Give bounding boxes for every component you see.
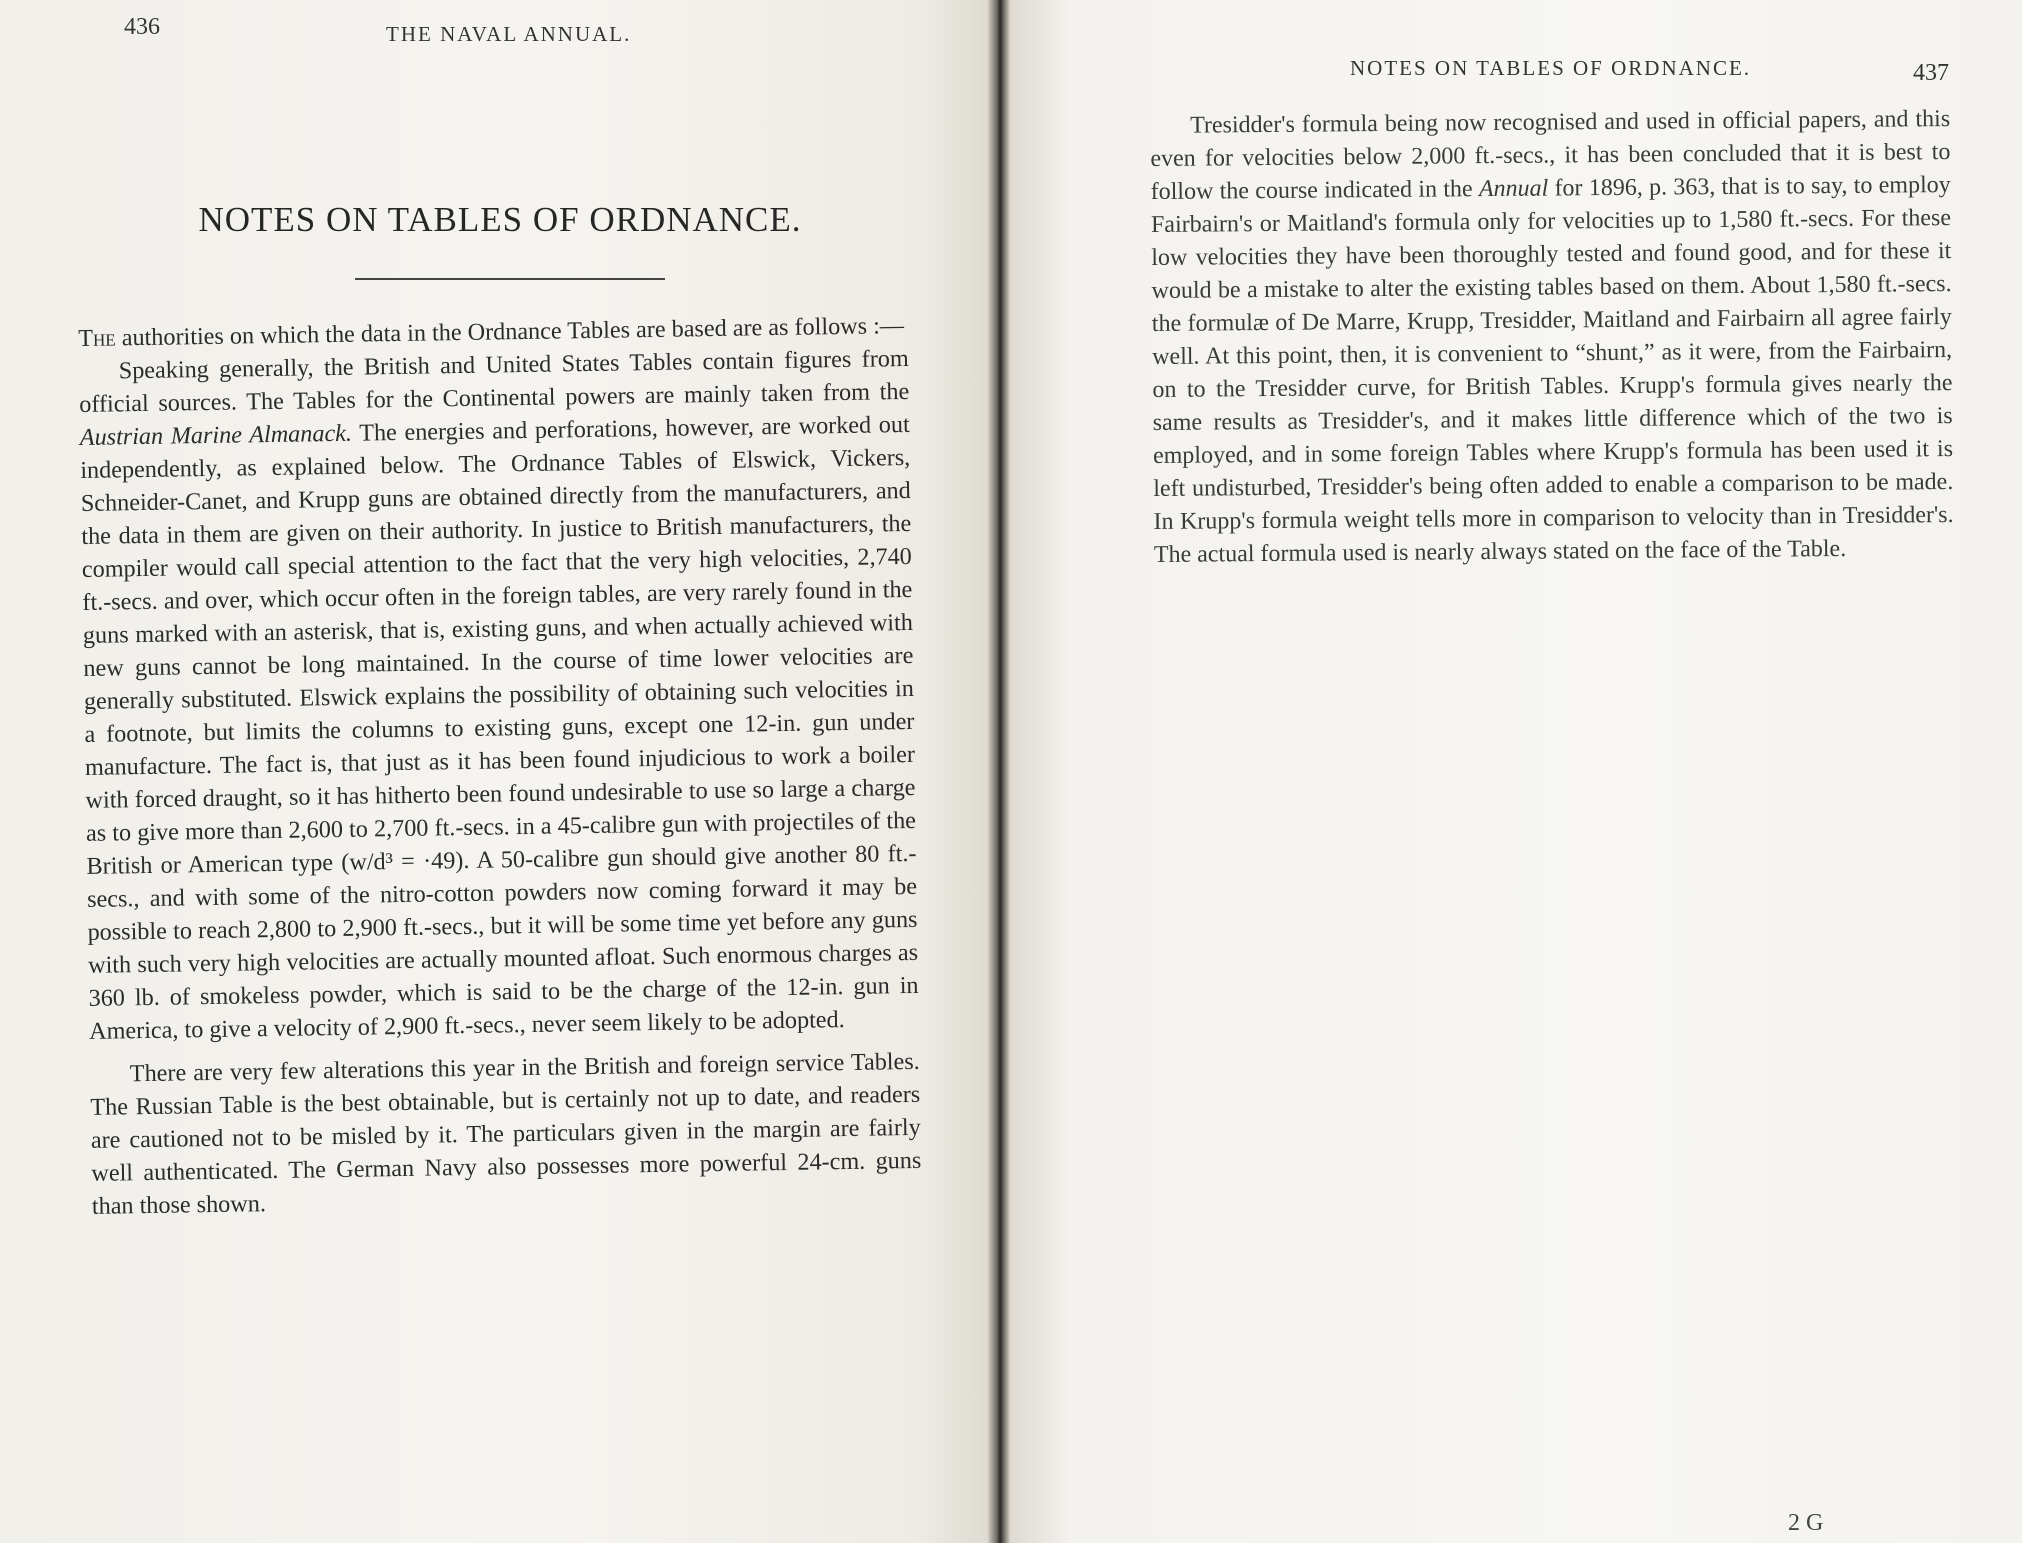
- page-number-right: 437: [1913, 60, 1949, 86]
- title-rule: [355, 278, 665, 280]
- paragraph-text: A 50-calibre gun should give another 80 ft.-secs., and with some of the nitro-cotton powders now coming forward it may be possible to reach 2,800 to 2,900 ft.-secs., but it will be some time yet before any guns with such very high velocities are actually mounted afloat. Such enormous charges as 360 lb. of smokeless powder, which is said to be the charge of the 12-in. gun in America, to give a velocity of 2,900 ft.-secs., never seem likely to be adopted.: [86, 839, 919, 1045]
- right-body-text: [1150, 103, 1954, 572]
- left-page: [0, 0, 1000, 1543]
- italic-title: Austrian Marine Almanack.: [79, 419, 353, 451]
- italic-annual: Annual: [1478, 175, 1549, 203]
- page-number-left: 436: [124, 14, 160, 40]
- paragraph-alterations: There are very few alterations this year in the British and foreign service Tables. The Russian Table is the best obtainable, but is certainly not up to date, and readers are cautioned not to be misled by it. The particulars given in the margin are fairly well authenticated. The German Navy also possesses more powerful 24-cm. guns than those shown.: [90, 1047, 922, 1220]
- paragraph-tresidder: [1150, 103, 1954, 572]
- left-body-text: [78, 309, 922, 1223]
- signature-mark: 2 G: [1788, 1510, 1824, 1536]
- book-gutter: [988, 0, 1010, 1543]
- lead-word: The: [78, 324, 116, 352]
- running-head-left: THE NAVAL ANNUAL.: [386, 22, 632, 46]
- chapter-title: NOTES ON TABLES OF ORDNANCE.: [198, 200, 802, 239]
- paragraph-speaking-generally: [79, 342, 920, 1048]
- paragraph-intro-text: authorities on which the data in the Ordnance Tables are based are as follows :—: [115, 312, 905, 352]
- paragraph-text: for 1896, p. 363, that is to say, to employ Fairbairn's or Maitland's formula only for velocities up to 1,580 ft.-secs. For these low velocities they have been thoroughly tested and found good, and for these it would be a mistake to alter the existing tables based on them. About 1,580 ft.-secs. the formulæ of De Marre, Krupp, Tresidder, Maitland and Fairbairn all agree fairly well. At this point, then, it is convenient to “shunt,” as it were, from the Fairbairn, on to the Tresidder curve, for British Tables. Krupp's formula gives nearly the same results as Tresidder's, and it makes little difference which of the two is employed, and in some foreign Tables where Krupp's formula has been used it is left undisturbed, Tresidder's being often added to enable a comparison to be made. In Krupp's formula weight tells more in comparison to velocity than in Tresidder's. The actual formula used is nearly always stated on the face of the Table.: [1150, 172, 1954, 568]
- paragraph-text: Tresidder's formula being now recognised and used in official papers, and this even for velocities below 2,000 ft.-secs., it has been concluded that it is best to follow the course indicated in the: [1150, 106, 1951, 205]
- paragraph-text: The energies and perforations, however, are worked out independently, as explained below. The Ordnance Tables of Elswick, Vickers, Schneider-Canet, and Krupp guns are obtained directly from the manufacturers, and the data in them are given on their authority. In justice to British manufacturers, the compiler would call special attention to the fact that the very high velocities, 2,740 ft.-secs. and over, which occur often in the foreign tables, are very rarely found in the guns marked with an asterisk, that is, existing guns, and when actually achieved with new guns cannot be long maintained. In the course of time lower velocities are generally substituted. Elswick explains the possibility of obtaining such velocities in a footnote, but limits the columns to existing guns, except one 12-in. gun under manufacture. The fact is, that just as it has been found injudicious to work a boiler with forced draught, so it has hitherto been found undesirable to use so large a charge as to give more than 2,600 to 2,700 ft.-secs. in a 45-calibre gun with projectiles of the British or American type: [80, 410, 917, 880]
- formula: (w/d³ = ·49).: [341, 846, 470, 876]
- paragraph-text: Speaking generally, the British and United States Tables contain figures from official sources. The Tables for the Continental powers are mainly taken from the: [79, 344, 910, 418]
- running-head-right: NOTES ON TABLES OF ORDNANCE.: [1350, 56, 1752, 80]
